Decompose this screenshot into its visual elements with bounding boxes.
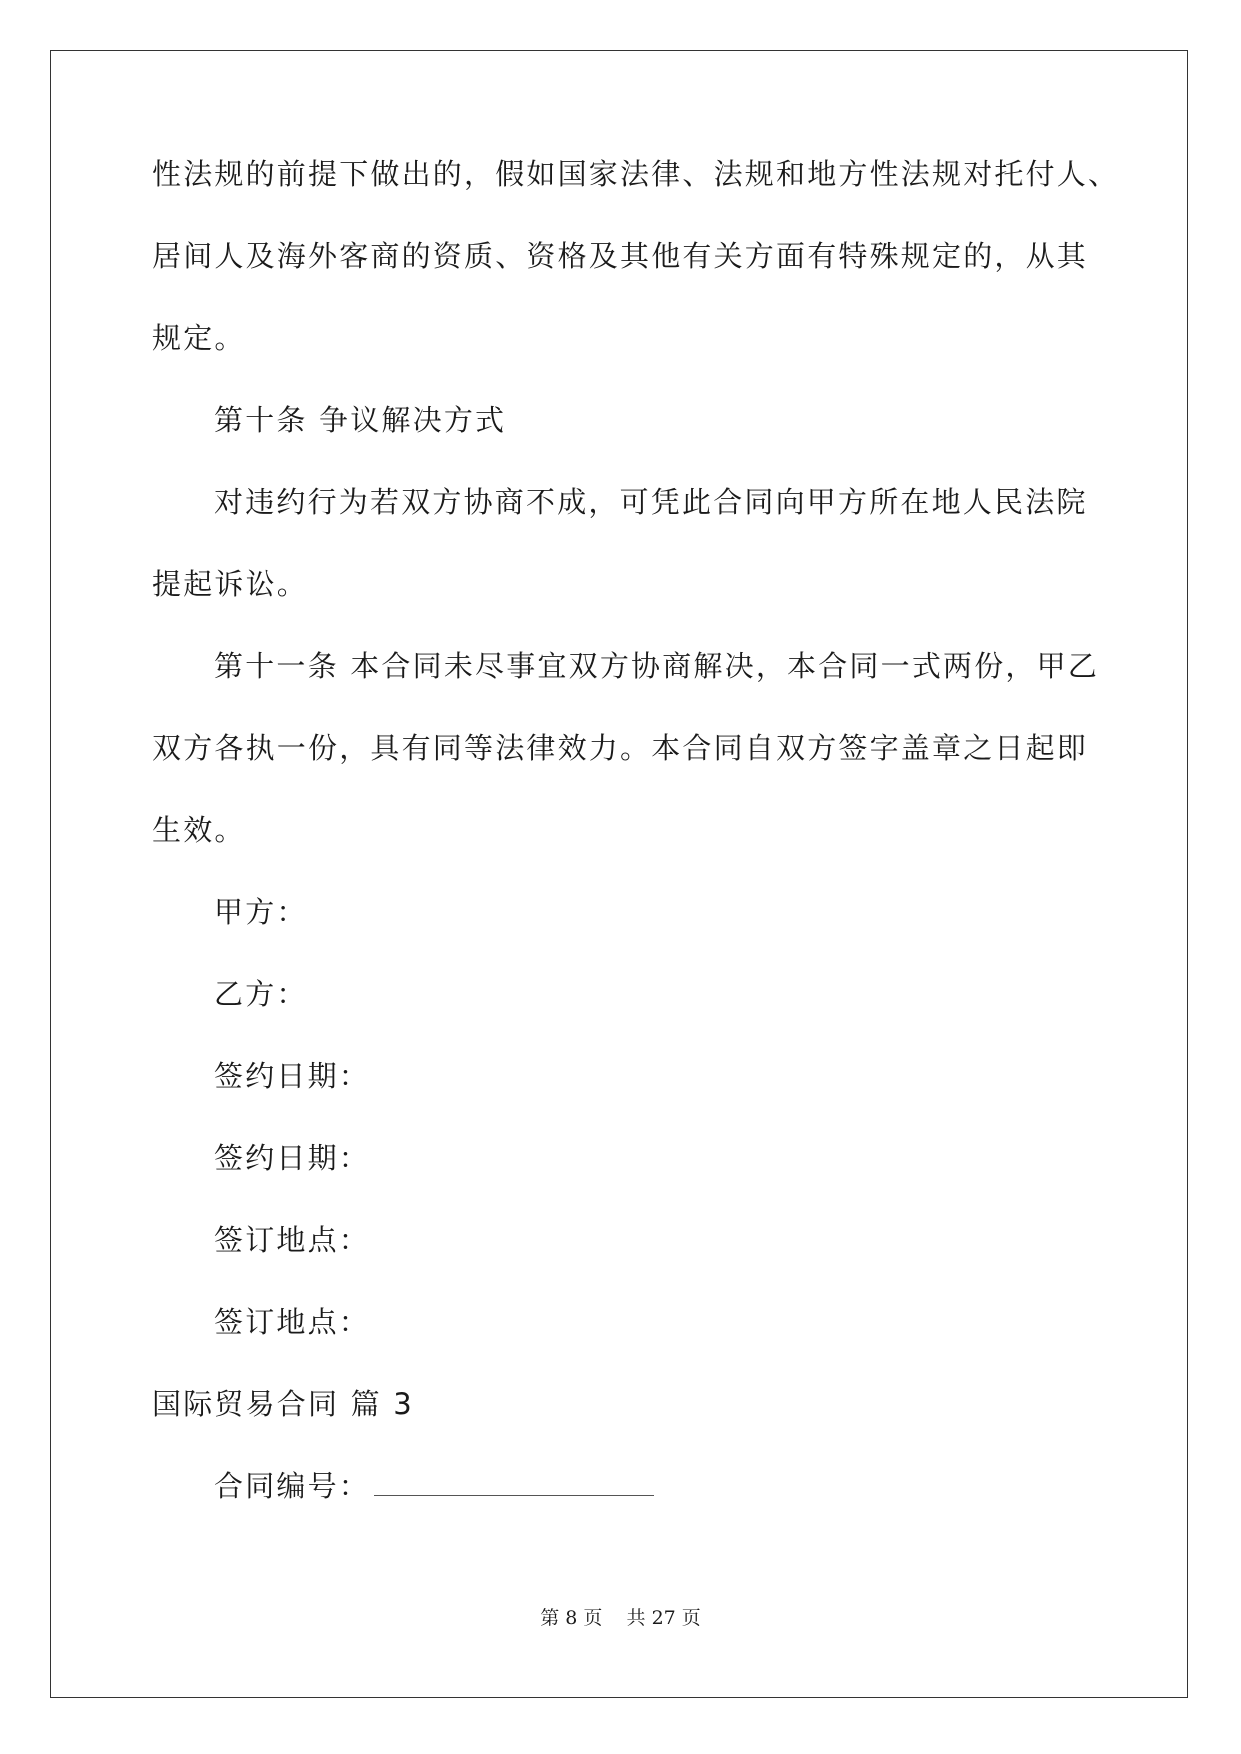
body-text-line: 性法规的前提下做出的，假如国家法律、法规和地方性法规对托付人、 [152,157,1120,191]
body-text-line: 对违约行为若双方协商不成，可凭此合同向甲方所在地人民法院 [214,485,1088,519]
body-text-line: 居间人及海外客商的资质、资格及其他有关方面有特殊规定的，从其 [152,239,1089,273]
body-text-line: 生效。 [152,813,246,847]
party-a-label: 甲方： [214,895,308,929]
contract-number-blank [374,1469,654,1496]
section-title: 国际贸易合同 篇 3 [152,1387,414,1421]
signing-date-label: 签约日期： [214,1059,371,1093]
signing-place-label: 签订地点： [214,1305,371,1339]
page-footer: 第 8 页 共 27 页 [540,1607,701,1629]
body-text-line: 规定。 [152,321,246,355]
signing-date-label: 签约日期： [214,1141,371,1175]
body-text-line: 双方各执一份，具有同等法律效力。本合同自双方签字盖章之日起即 [152,731,1089,765]
signing-place-label: 签订地点： [214,1223,371,1257]
article-11-text: 第十一条 本合同未尽事宜双方协商解决，本合同一式两份，甲乙 [214,649,1100,683]
contract-number-label: 合同编号： [214,1469,371,1503]
page-border [50,50,1188,1698]
body-text-line: 提起诉讼。 [152,567,309,601]
article-10-heading: 第十条 争议解决方式 [214,403,507,437]
contract-number-row [214,1468,654,1504]
party-b-label: 乙方： [214,977,308,1011]
